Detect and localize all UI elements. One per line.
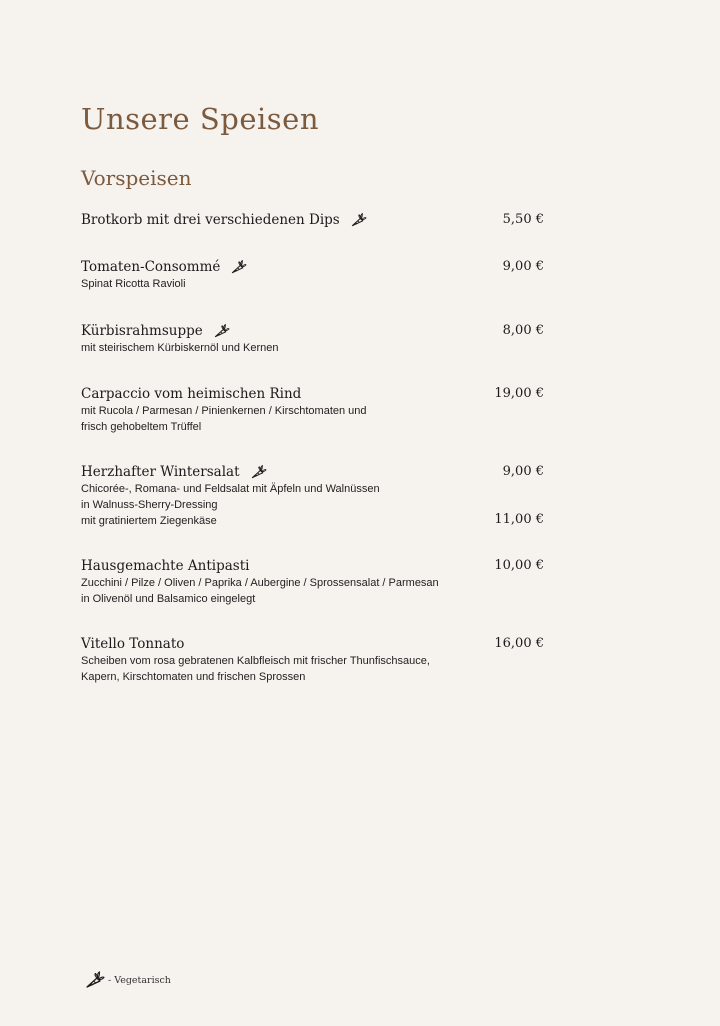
menu-item-description: Spinat Ricotta Ravioli: [81, 278, 186, 290]
menu-item: [81, 211, 544, 229]
legend-label: - Vegetarisch: [108, 974, 171, 986]
menu-item-price: 10,00 €: [494, 558, 544, 573]
vegetarian-carrot-icon: [229, 259, 247, 275]
menu-item-name: Herzhafter Wintersalat: [81, 464, 240, 480]
vegetarian-carrot-icon: [249, 464, 267, 480]
menu-item-description: in Walnuss-Sherry-Dressing: [81, 499, 218, 511]
menu-item-name: Vitello Tonnato: [81, 636, 185, 652]
menu-item-name: Carpaccio vom heimischen Rind: [81, 386, 302, 402]
menu-item-name-row: [81, 635, 544, 653]
menu-item: [81, 385, 544, 435]
menu-item-description: in Olivenöl und Balsamico eingelegt: [81, 593, 256, 605]
menu-item-description: Kapern, Kirschtomaten und frischen Sprossen: [81, 671, 306, 683]
menu-item-name-row: [81, 385, 544, 403]
menu-item-description: Scheiben vom rosa gebratenen Kalbfleisch mit frischer Thunfischsauce,: [81, 655, 430, 667]
menu-item-description: mit gratiniertem Ziegenkäse: [81, 515, 217, 527]
menu-item-price: 19,00 €: [494, 386, 544, 401]
legend: [83, 970, 171, 990]
section-title: Vorspeisen: [81, 166, 192, 190]
menu-item: [81, 557, 544, 607]
vegetarian-carrot-icon: [349, 212, 367, 228]
page-title: Unsere Speisen: [81, 102, 319, 136]
menu-item-price: 9,00 €: [502, 464, 544, 479]
menu-item-name-row: [81, 463, 544, 481]
menu-item-price: 5,50 €: [502, 212, 544, 227]
menu-item: [81, 258, 544, 292]
menu-item-description: mit Rucola / Parmesan / Pinienkernen / Kirschtomaten und: [81, 405, 367, 417]
menu-item-name: Brotkorb mit drei verschiedenen Dips: [81, 212, 340, 228]
menu-item-name-row: [81, 557, 544, 575]
menu-item-name-row: [81, 322, 544, 340]
menu-item-extra-price: 11,00 €: [494, 512, 544, 527]
menu-item-name: Kürbisrahmsuppe: [81, 323, 203, 339]
menu-item-description: Zucchini / Pilze / Oliven / Paprika / Aubergine / Sprossensalat / Parmesan: [81, 577, 439, 589]
menu-item-description: frisch gehobeltem Trüffel: [81, 421, 202, 433]
menu-item-name: Hausgemachte Antipasti: [81, 558, 250, 574]
menu-item-description: Chicorée-, Romana- und Feldsalat mit Äpfeln und Walnüssen: [81, 483, 380, 495]
menu-item-name: Tomaten-Consommé: [81, 259, 221, 275]
menu-item-price: 8,00 €: [502, 323, 544, 338]
menu-item: [81, 635, 544, 685]
vegetarian-carrot-icon: [212, 323, 230, 339]
menu-item-name-row: [81, 258, 544, 276]
vegetarian-carrot-icon: [83, 970, 105, 990]
menu-item: [81, 463, 544, 529]
menu-item-description: mit steirischem Kürbiskernöl und Kernen: [81, 342, 279, 354]
menu-item-name-row: [81, 211, 544, 229]
menu-item: [81, 322, 544, 356]
menu-item-price: 16,00 €: [494, 636, 544, 651]
menu-item-price: 9,00 €: [502, 259, 544, 274]
